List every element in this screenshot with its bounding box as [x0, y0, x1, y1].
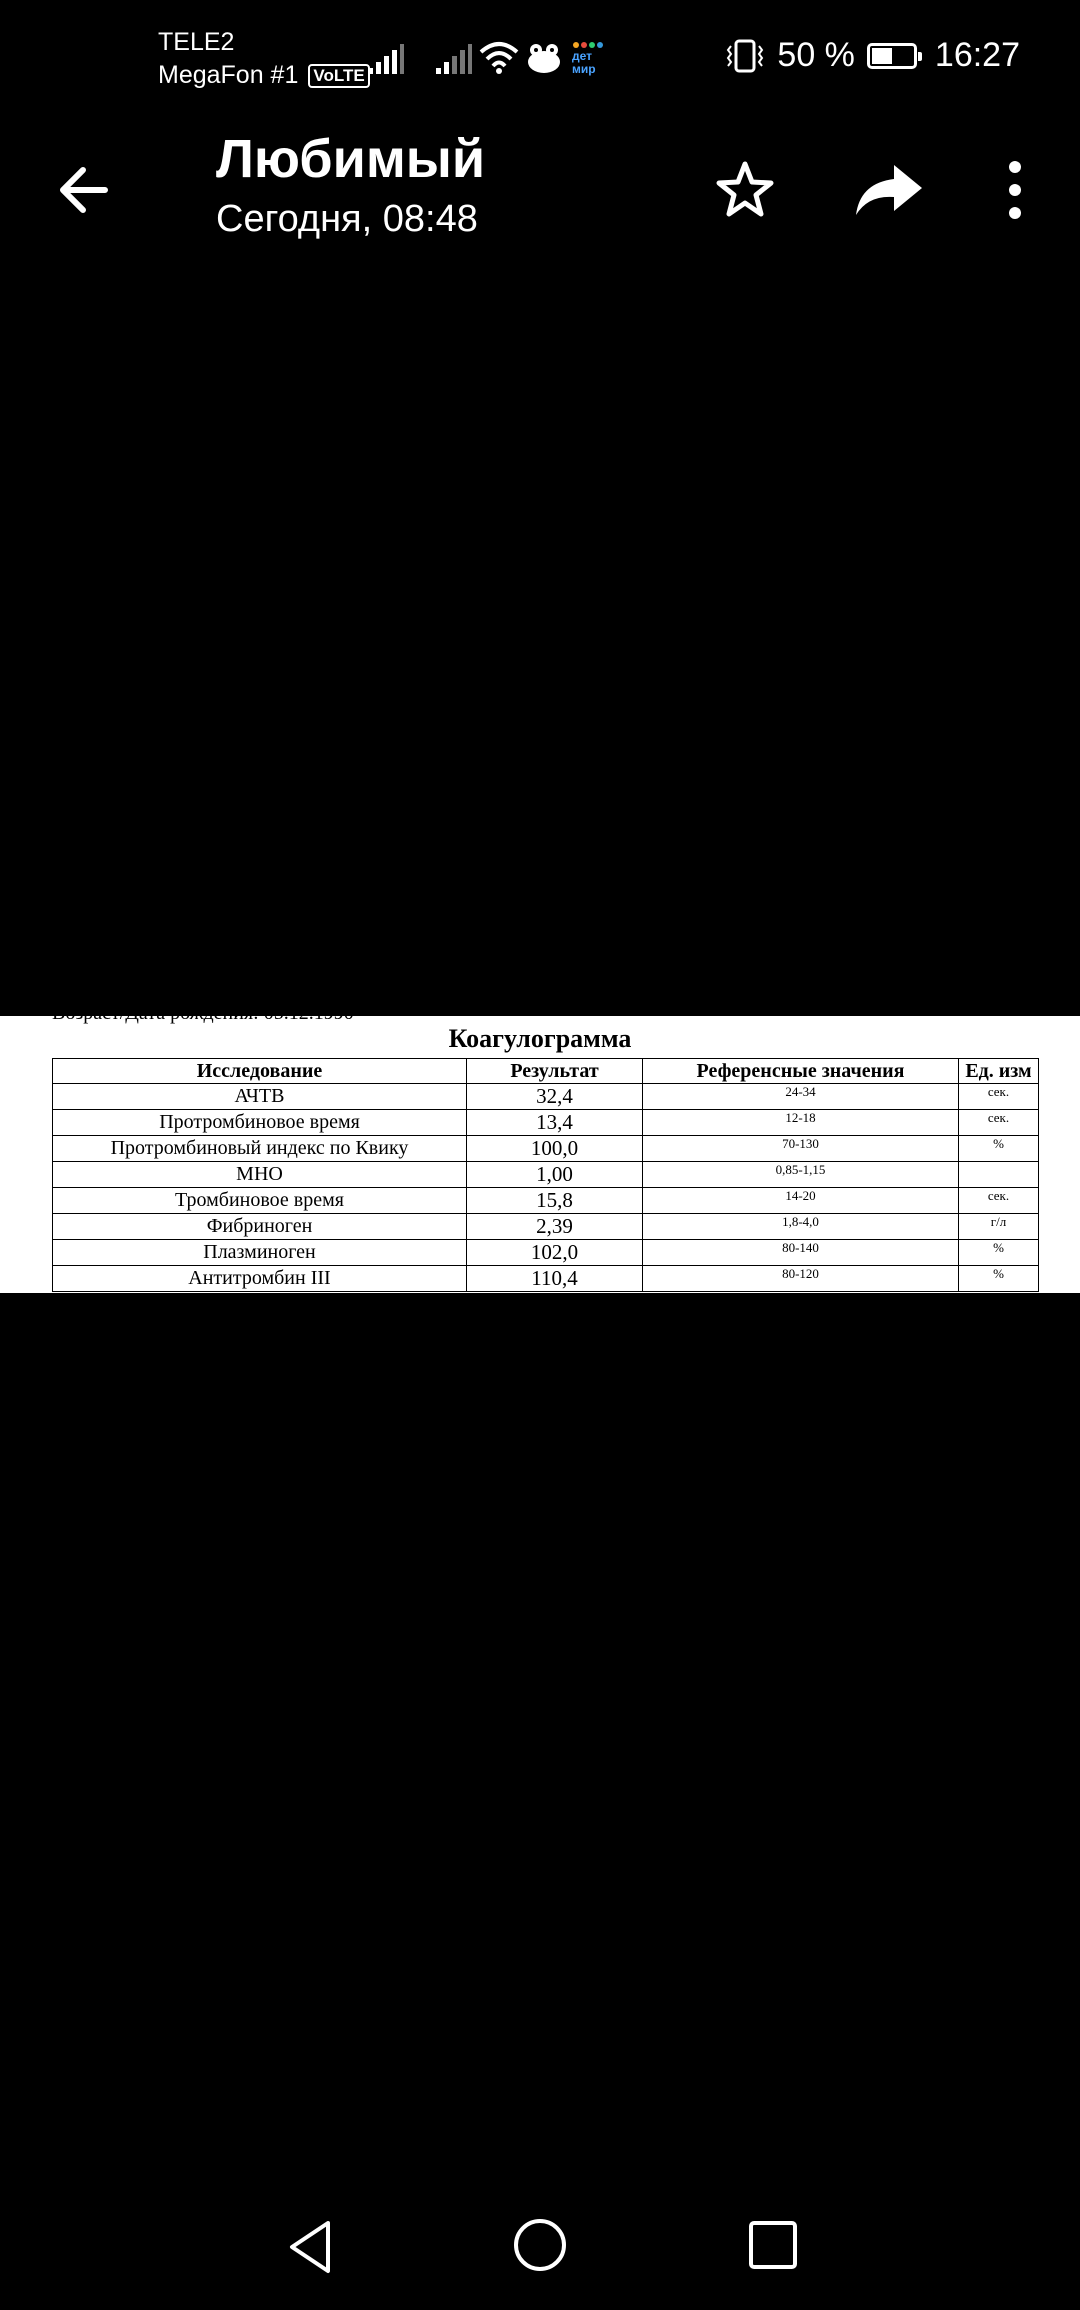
carrier-1: TELE2 — [158, 28, 235, 56]
wifi-icon — [478, 40, 520, 76]
share-icon[interactable] — [848, 155, 928, 225]
header-unit: Ед. изм — [959, 1059, 1039, 1084]
svg-text:мир: мир — [572, 62, 596, 76]
detmir-app-icon — [570, 40, 610, 76]
table-row — [53, 1188, 1039, 1214]
test-result: 32,4 — [467, 1084, 643, 1110]
table-row — [53, 1214, 1039, 1240]
test-reference: 80-120 — [643, 1266, 959, 1292]
header-reference: Референсные значения — [643, 1059, 959, 1084]
test-name: Протромбиновое время — [53, 1110, 467, 1136]
test-name: Тромбиновое время — [53, 1188, 467, 1214]
battery-level — [872, 48, 892, 64]
vibrate-icon — [725, 38, 765, 74]
results-table — [52, 1058, 1039, 1292]
volte-badge: VoLTE — [308, 64, 369, 88]
test-unit: % — [959, 1240, 1039, 1266]
test-name: Плазминоген — [53, 1240, 467, 1266]
signal-icon — [366, 42, 404, 76]
test-result: 1,00 — [467, 1162, 643, 1188]
table-row — [53, 1110, 1039, 1136]
test-unit: г/л — [959, 1214, 1039, 1240]
test-result: 102,0 — [467, 1240, 643, 1266]
carrier-2: MegaFon #1 — [158, 61, 299, 89]
test-reference: 80-140 — [643, 1240, 959, 1266]
test-result: 2,39 — [467, 1214, 643, 1240]
carrier-info — [158, 26, 370, 92]
test-name: АЧТВ — [53, 1084, 467, 1110]
battery-icon — [867, 43, 917, 69]
clock: 16:27 — [934, 36, 1020, 74]
test-result: 15,8 — [467, 1188, 643, 1214]
test-unit: сек. — [959, 1084, 1039, 1110]
table-row — [53, 1266, 1039, 1292]
test-result: 110,4 — [467, 1266, 643, 1292]
battery-percent: 50 % — [777, 36, 855, 74]
test-unit: сек. — [959, 1188, 1039, 1214]
test-name: МНО — [53, 1162, 467, 1188]
nav-recents-icon[interactable] — [743, 2215, 803, 2275]
nav-back-icon[interactable] — [280, 2217, 340, 2277]
message-date: Сегодня, 08:48 — [216, 198, 478, 240]
test-result: 100,0 — [467, 1136, 643, 1162]
table-row — [53, 1084, 1039, 1110]
test-reference: 1,8-4,0 — [643, 1214, 959, 1240]
test-name: Фибриноген — [53, 1214, 467, 1240]
test-unit: сек. — [959, 1110, 1039, 1136]
star-icon[interactable] — [710, 155, 780, 225]
document-title: Коагулограмма — [448, 1024, 632, 1053]
signal-icon — [434, 42, 472, 76]
header-test: Исследование — [53, 1059, 467, 1084]
test-reference: 0,85-1,15 — [643, 1162, 959, 1188]
test-reference: 24-34 — [643, 1084, 959, 1110]
test-unit: % — [959, 1136, 1039, 1162]
table-row — [53, 1162, 1039, 1188]
test-unit — [959, 1162, 1039, 1188]
table-row — [53, 1240, 1039, 1266]
status-bar — [0, 0, 1080, 110]
test-reference: 70-130 — [643, 1136, 959, 1162]
frog-app-icon — [524, 40, 564, 76]
test-result: 13,4 — [467, 1110, 643, 1136]
test-reference: 14-20 — [643, 1188, 959, 1214]
header-result: Результат — [467, 1059, 643, 1084]
test-name: Антитромбин III — [53, 1266, 467, 1292]
test-reference: 12-18 — [643, 1110, 959, 1136]
test-unit: % — [959, 1266, 1039, 1292]
back-arrow-icon[interactable] — [50, 155, 120, 225]
table-row — [53, 1136, 1039, 1162]
status-right — [725, 36, 1020, 75]
app-bar — [0, 110, 1080, 260]
nav-home-icon[interactable] — [510, 2215, 570, 2275]
document-cut-line: Возраст/Дата рождения: 05.12.1990 — [52, 1002, 354, 1024]
navigation-bar — [0, 2190, 1080, 2310]
test-name: Протромбиновый индекс по Квику — [53, 1136, 467, 1162]
chat-title: Любимый — [216, 129, 486, 189]
more-vert-icon[interactable] — [990, 155, 1040, 225]
table-header-row — [53, 1059, 1039, 1084]
svg-text:дет: дет — [572, 49, 593, 63]
document-image[interactable] — [0, 1002, 1080, 1293]
